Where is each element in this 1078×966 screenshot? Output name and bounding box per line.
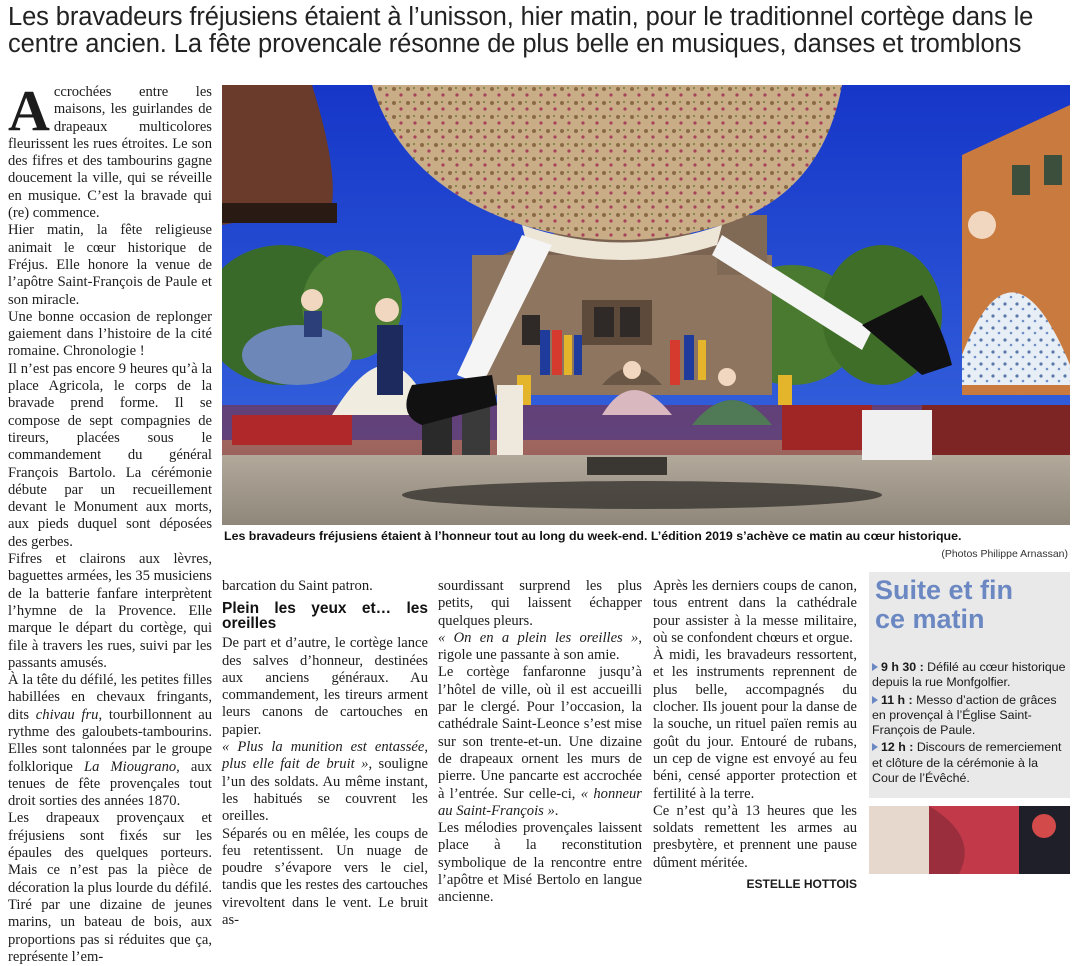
- paragraph: À la tête du défilé, les petites filles habillées en chevaux fringants, dits chivau fru, tourbillonnent au rythme des galoubets-tambourins. Elles sont talonnées par le groupe folklorique La Miougrano, aux tenues de fête provençales tout droit sorties des années 1870.: [8, 672, 213, 810]
- triangle-bullet-icon: [872, 696, 878, 704]
- paragraph: Fifres et clairons aux lèvres, baguettes armées, les 35 musiciens de la batterie fanfare interprètent l’hymne de la Provence. Elle marque le départ du cortège, qui file à travers les rues, suivi par les passants amusés.: [8, 551, 212, 671]
- photo-credit: (Photos Philippe Arnassan): [941, 548, 1068, 560]
- teaser-photo: [869, 806, 1070, 874]
- paragraph: À midi, les bravadeurs ressortent, et les instruments reprennent de plus belle, accompagnés du clocher. Ils jouent pour la danse de la souche, un rituel païen remis au goût du jour. Entouré de rubans, un cep de vigne est envoyé au feu béni, censé apporter protection et fertilité à la terre.: [653, 647, 857, 802]
- schedule-box: [869, 572, 1070, 798]
- schedule-title: Suite et fin ce matin: [875, 575, 1014, 634]
- triangle-bullet-icon: [872, 743, 878, 751]
- headline: Les bravadeurs fréjusiens étaient à l’unisson, hier matin, pour le traditionnel cortège dans le centre ancien. La fête provencale résonne de plus belle en musiques, danses et tromblons: [8, 3, 1034, 58]
- photo-caption: Les bravadeurs fréjusiens étaient à l’honneur tout au long du week-end. L’édition 2019 s’achève ce matin au cœur historique.: [224, 529, 962, 543]
- schedule-item: 11 h : Messo d’action de grâces en provençal à l’Église Saint-François de Paule.: [872, 692, 1057, 738]
- schedule-item: 12 h : Discours de remerciement et clôture de la cérémonie à la Cour de l’Évêché.: [872, 740, 1062, 786]
- main-photo: [222, 85, 1070, 525]
- article-column-3: [438, 578, 642, 907]
- paragraph: « Plus la munition est entassée, plus elle fait de bruit », souligne l’un des soldats. Au même instant, les habitués se couvrent les oreilles.: [222, 739, 428, 825]
- byline: ESTELLE HOTTOIS: [746, 877, 857, 892]
- paragraph: Les drapeaux provençaux et fréjusiens sont fixés sur les épaules des quelques porteurs. Mais ce n’est pas la pièce de décoration la plus lourde du défilé. Tiré par une dizaine de jeunes marins, un bateau de bois, aux proportions pas si réduites que ça, représente l’em-: [8, 810, 212, 965]
- schedule-item: 9 h 30 : Défilé au cœur historique depuis la rue Monfgolfier.: [872, 660, 1066, 690]
- paragraph: barcation du Saint patron.: [222, 578, 373, 594]
- drop-cap: A: [8, 78, 50, 143]
- schedule-list: [872, 660, 1067, 788]
- paragraph: Ce n’est qu’à 13 heures que les soldats remettent les armes au presbytère, et prennent une pause dûment méritée.: [653, 802, 857, 871]
- paragraph: Hier matin, la fête religieuse animait le cœur historique de Fréjus. Elle honore la venue de l’apôtre Saint-François de Paule et son miracle.: [8, 222, 212, 308]
- paragraph: Séparés ou en mêlée, les coups de feu retentissent. Un nuage de poudre s’évapore vers le ciel, tandis que les restes des cartouches virevoltent dans le vent. Le bruit as-: [222, 825, 428, 929]
- paragraph: Après les derniers coups de canon, tous entrent dans la cathédrale pour assister à la messe militaire, où se confondent chœurs et orgue.: [653, 578, 857, 646]
- photo-box: [587, 457, 667, 475]
- paragraph: Il n’est pas encore 9 heures qu’à la place Agricola, le corps de la bravade prend forme. Il se compose de sept compagnies de tireurs, placées sous le commandement du général François Bartolo. La cérémonie débute par un recueillement devant le Monument aux morts, aux pieds duquel sont déposées des gerbes.: [8, 360, 212, 550]
- paragraph: Le cortège fanfaronne jusqu’à l’hôtel de ville, où il est accueilli par le clergé. Pour l’occasion, la cathédrale Saint-Leonce s’est mise sur son trente-et-un. Une dizaine de drapeaux ornent les murs de pierre. Une pancarte est accrochée à l’entrée. Sur celle-ci, « honneur au Saint-François ».: [438, 664, 642, 819]
- paragraph: sourdissant surprend les plus petits, qui laissent échapper quelques pleurs.: [438, 578, 642, 629]
- triangle-bullet-icon: [872, 663, 878, 671]
- article-column-4: [653, 578, 857, 893]
- paragraph: « On en a plein les oreilles », rigole une passante à son amie.: [438, 629, 642, 664]
- paragraph: De part et d’autre, le cortège lance des salves d’honneur, destinées aux anciens généraux. Au commandement, les tireurs arment leurs canons de cartouches en papier.: [222, 635, 428, 738]
- paragraph: Une bonne occasion de replonger gaiement dans l’histoire de la cité romaine. Chronologie !: [8, 308, 212, 360]
- paragraph: Les mélodies provençales laissent place à la reconstitution symbolique de la rencontre entre l’apôtre et Misé Bertolo en langue ancienne.: [438, 820, 642, 906]
- subheading: Plein les yeux et… les oreilles: [222, 600, 428, 633]
- paragraph: Accrochées entre les maisons, les guirlandes de drapeaux multicolores fleurissent les rues étroites. Le son des fifres et des tambourins gagne doucement la ville, qui se réveille en musique. C’est la bravade qui (re) commence.: [8, 78, 212, 222]
- article-column-1: [8, 78, 213, 966]
- article-column-2: [222, 578, 428, 929]
